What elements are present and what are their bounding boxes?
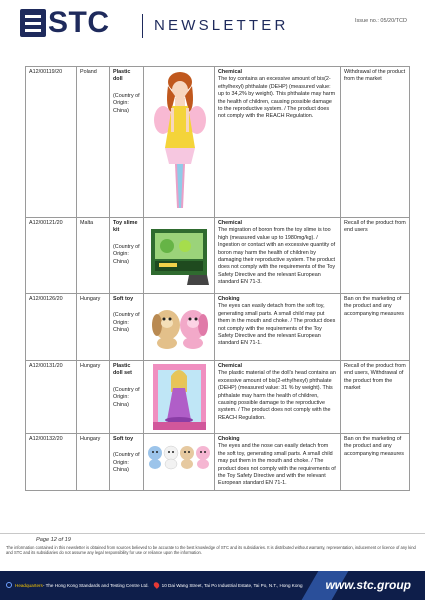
country: Malta (77, 218, 110, 294)
footer-bar (0, 571, 425, 600)
risk-type: Choking (218, 436, 240, 442)
country-of-origin: (Country of Origin: China) (113, 452, 140, 474)
hq-company: - The Hong Kong Standards and Testing Centre Ltd. (42, 582, 149, 588)
country-of-origin: (Country of Origin: China) (113, 243, 140, 265)
newsletter-title: NEWSLETTER (154, 17, 289, 34)
measures: Ban on the marketing of the product and any accompanying measures (341, 294, 410, 361)
country: Hungary (77, 294, 110, 361)
doll-set-photo (145, 362, 213, 432)
measures: Withdrawal of the product from the market (341, 67, 410, 218)
product-image-cell (144, 294, 215, 361)
product-cell (110, 218, 144, 294)
product-cell (110, 67, 144, 218)
measures: Recall of the product from end users (341, 218, 410, 294)
soft-toys-photo (145, 435, 213, 485)
hq-label: Headquarters (15, 582, 43, 588)
measures: Ban on the marketing of the product and any accompanying measures (341, 434, 410, 491)
risk-cell (215, 67, 341, 218)
hq-address: 10 Dai Wang Street, Tai Po Industrial Estate, Tai Po, N.T., Hong Kong (161, 582, 303, 588)
table-row (26, 434, 410, 491)
product-name: Toy slime kit (113, 220, 138, 234)
alert-id: A12/00126/20 (26, 294, 77, 361)
table-row (26, 361, 410, 434)
location-pin-icon (152, 581, 160, 589)
doll-photo (145, 68, 213, 216)
table-row (26, 294, 410, 361)
alert-id: A12/00121/20 (26, 218, 77, 294)
product-image-cell (144, 361, 215, 434)
country-of-origin: (Country of Origin: China) (113, 386, 140, 408)
product-name: Soft toy (113, 436, 134, 442)
alert-id: A12/00119/20 (26, 67, 77, 218)
country-of-origin: (Country of Origin: China) (113, 312, 140, 334)
risk-description: The toy contains an excessive amount of bis(2-ethylhexyl) phthalate (DEHP) (measured value: up to 34,2% by weight). This phthalate may harm the health of children, causing possible damage to the reproductive system. / The product does not comply with the REACH Regulation. (218, 76, 336, 120)
stc-logo-icon (20, 9, 46, 37)
country: Hungary (77, 361, 110, 434)
risk-cell (215, 218, 341, 294)
product-image-cell (144, 434, 215, 491)
globe-icon (6, 582, 12, 588)
product-cell (110, 434, 144, 491)
website-link[interactable]: www.stc.group (325, 578, 411, 592)
page-number: Page 12 of 19 (36, 537, 71, 543)
risk-type: Chemical (218, 69, 242, 75)
product-image-cell (144, 218, 215, 294)
measures: Recall of the product from end users, Withdrawal of the product from the market (341, 361, 410, 434)
country: Poland (77, 67, 110, 218)
header-divider (142, 14, 143, 38)
risk-description: The eyes can easily detach from the soft toy, generating small parts. A small child may put them in the mouth and choke. / The product does not comply with the requirements of the Toy Safety Directive and the relevant European standard EN 71-1. (218, 303, 336, 347)
headquarters-info (6, 582, 303, 588)
logo-text: STC (48, 6, 110, 39)
product-name: Plastic doll set (113, 363, 132, 377)
alert-id: A12/00131/20 (26, 361, 77, 434)
risk-type: Chemical (218, 220, 242, 226)
product-image-cell (144, 67, 215, 218)
product-cell (110, 294, 144, 361)
product-name: Plastic doll (113, 69, 131, 83)
table-row (26, 218, 410, 294)
risk-cell (215, 361, 341, 434)
page-header (0, 0, 425, 44)
risk-description: The migration of boron from the toy slime is too high (measured value up to 1980mg/kg). / Ingestion or contact with an excessive quantity of boron may harm the health of children by damaging their reproductive system. The product does not comply with the requirements of the Toy Safety Directive and the relevant European standard EN 71-3. (218, 227, 336, 286)
country: Hungary (77, 434, 110, 491)
footer-divider (0, 533, 425, 534)
recall-table (25, 66, 410, 491)
product-cell (110, 361, 144, 434)
risk-type: Choking (218, 296, 240, 302)
risk-description: The eyes and the nose can easily detach from the soft toy, generating small parts. A small child may put them in the mouth and choke. / The product does not comply with the requirements of the Toy Safety Directive and with the relevant European standard EN 71-1. (218, 443, 336, 487)
disclaimer: The information contained in this newsletter is obtained from sources believed to be accurate to the best knowledge of STC and its subsidiaries. It is distributed without warranty, representation, inducement or licence of any kind and STC and its subsidiaries do not assume any legal responsibility for use or reliance upon the information. (6, 545, 416, 556)
table-row (26, 67, 410, 218)
risk-type: Chemical (218, 363, 242, 369)
country-of-origin: (Country of Origin: China) (113, 92, 140, 114)
risk-cell (215, 434, 341, 491)
alert-id: A12/00132/20 (26, 434, 77, 491)
risk-cell (215, 294, 341, 361)
issue-number: Issue no.: 05/20/TCD (355, 18, 407, 24)
soft-toy-photo (145, 295, 213, 359)
slime-kit-photo (145, 219, 213, 292)
stc-logo (20, 8, 110, 38)
risk-description: The plastic material of the doll's head contains an excessive amount of bis(2-ethylhexyl) phthalate (DEHP) (measured value: 31 % by weight). This phthalate may harm the health of children, causing possible damage to the reproductive system. / The product does not comply with the REACH Regulation. (218, 370, 336, 421)
product-name: Soft toy (113, 296, 134, 302)
